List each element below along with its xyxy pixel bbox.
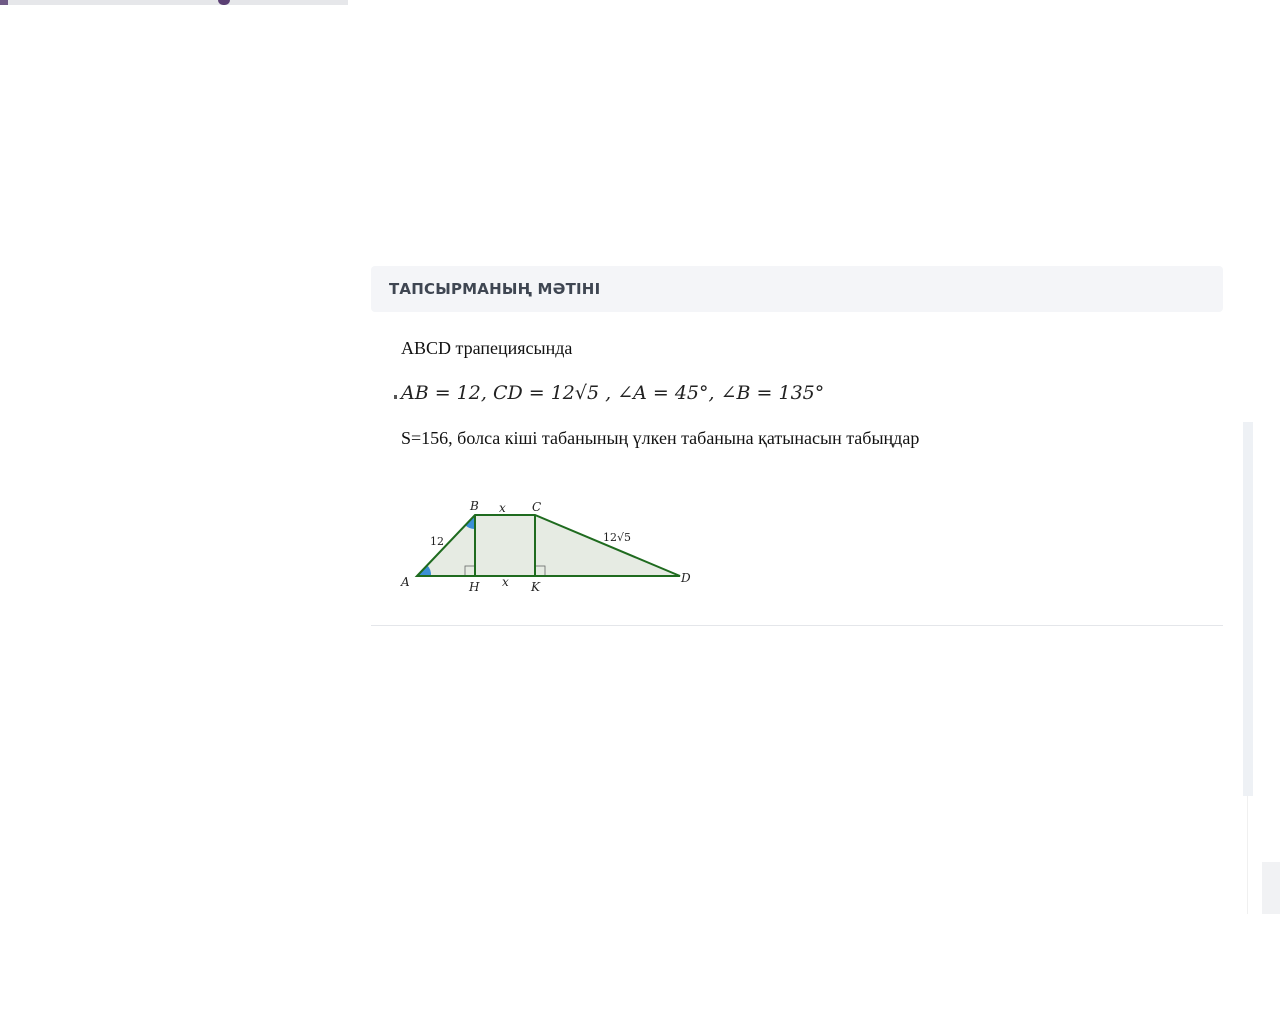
section-header [371,266,1223,312]
line-marker [394,395,397,399]
label-c: C [532,500,542,514]
top-bar-accent [0,0,8,5]
label-d: D [681,571,691,585]
section-title: ТАПСЫРМАНЫҢ МӘТІНІ [389,280,601,298]
label-a: A [401,575,410,589]
label-b: B [470,499,479,513]
task-content [371,312,1223,626]
task-formula: AB = 12, CD = 12√5 , ∠A = 45°, ∠B = 135° [401,382,825,404]
label-h: H [469,580,480,594]
task-line-1: ABCD трапециясында [401,338,573,358]
task-line-3: S=156, болса кіші табанының үлкен табанына қатынасын табыңдар [401,428,920,448]
label-top-x: x [499,501,506,515]
top-bar-strip [0,0,348,5]
label-bottom-x: x [502,575,509,589]
label-k: K [531,580,540,594]
label-ab-length: 12 [430,535,444,548]
trapezoid-diagram [399,498,699,608]
trapezoid-fill [417,515,680,576]
side-panel-tab[interactable] [1262,862,1280,914]
scrollbar-track[interactable] [1243,422,1253,796]
label-cd-length: 12√5 [603,531,632,544]
